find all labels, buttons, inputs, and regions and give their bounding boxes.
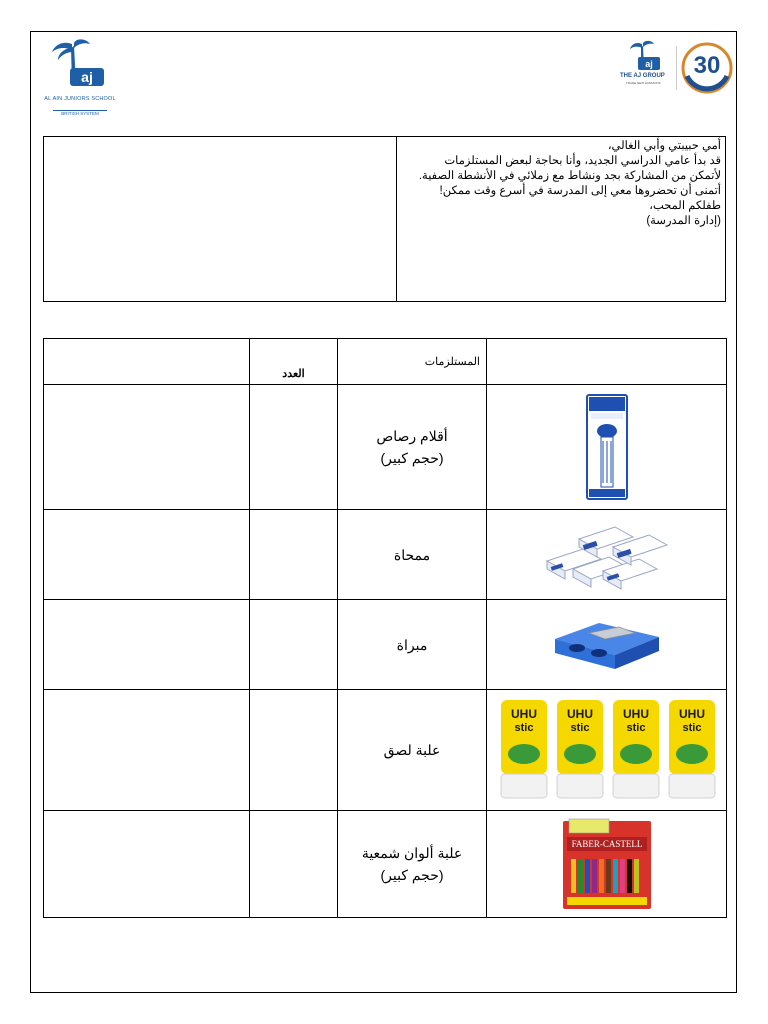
svg-text:UHU: UHU xyxy=(510,707,537,721)
crayon-box-icon xyxy=(561,817,653,911)
svg-text:FABER-CASTELL: FABER-CASTELL xyxy=(571,839,642,849)
item-image-cell xyxy=(487,510,727,600)
supplies-table xyxy=(43,338,727,918)
school-name: AL AIN JUNIORS SCHOOL xyxy=(44,96,116,102)
glue-stick-icon xyxy=(497,696,717,804)
count-header: العدد xyxy=(250,339,338,385)
count-cell xyxy=(250,510,338,600)
count-cell xyxy=(250,600,338,690)
item-name-cell xyxy=(338,510,487,600)
table-row xyxy=(44,690,727,811)
item-name-cell xyxy=(338,600,487,690)
letter-line: أمي حبيبتي وأبي الغالي، xyxy=(607,140,721,152)
item-image-cell xyxy=(487,600,727,690)
items-header: المستلزمات xyxy=(338,339,487,385)
item-name: مبراة xyxy=(396,636,428,653)
group-tagline: TRADE NEW HORIZONS xyxy=(626,81,661,85)
notes-header xyxy=(44,339,250,385)
svg-text:stic: stic xyxy=(570,722,589,734)
count-cell xyxy=(250,811,338,918)
svg-text:stic: stic xyxy=(514,722,533,734)
item-name: علبة لصق xyxy=(383,742,441,758)
aj-group-emblem-icon xyxy=(624,40,674,74)
table-header-row xyxy=(44,339,727,385)
svg-text:aj: aj xyxy=(645,59,653,69)
item-size: (حجم كبير) xyxy=(380,450,444,466)
letter-line: قد بدأ عامي الدراسي الجديد، وأنا بحاجة لبعض المستلزمات xyxy=(444,155,721,167)
item-image-cell xyxy=(487,811,727,918)
item-name: علبة ألوان شمعية xyxy=(361,845,463,861)
notes-cell xyxy=(44,600,250,690)
item-image-cell xyxy=(487,385,727,510)
table-row xyxy=(44,600,727,690)
letter-blank-area xyxy=(44,137,397,301)
letter-line: لأتمكن من المشاركة بجد ونشاط مع زملائي في الأنشطة الصفية. xyxy=(418,170,721,182)
svg-text:stic: stic xyxy=(682,722,701,734)
svg-text:UHU: UHU xyxy=(566,707,593,721)
eraser-icon xyxy=(543,519,671,591)
image-header xyxy=(487,339,727,385)
item-name-cell xyxy=(338,811,487,918)
notes-cell xyxy=(44,510,250,600)
table-row xyxy=(44,811,727,918)
svg-text:UHU: UHU xyxy=(622,707,649,721)
item-name-cell xyxy=(338,385,487,510)
sharpener-icon xyxy=(549,617,665,673)
notes-cell xyxy=(44,690,250,811)
notes-cell xyxy=(44,811,250,918)
table-row xyxy=(44,510,727,600)
item-name-cell xyxy=(338,690,487,811)
notes-cell xyxy=(44,385,250,510)
letter-line: (إدارة المدرسة) xyxy=(646,215,721,227)
palm-tree-logo-icon xyxy=(50,38,110,90)
logo-divider xyxy=(676,46,677,90)
letter-line: أتمنى أن تحضروها معي إلى المدرسة في أسرع وقت ممكن! xyxy=(439,185,721,197)
group-logo xyxy=(618,40,734,96)
item-name: ممحاة xyxy=(393,546,431,563)
svg-text:UHU: UHU xyxy=(678,707,705,721)
letter-line: طفلكم المحب، xyxy=(649,200,721,212)
letter-box xyxy=(43,136,726,302)
item-name: أقلام رصاص xyxy=(376,428,448,444)
table-row xyxy=(44,385,727,510)
svg-text:stic: stic xyxy=(626,722,645,734)
pencil-box-icon xyxy=(585,393,629,501)
school-logo xyxy=(40,38,120,114)
item-image-cell xyxy=(487,690,727,811)
letter-text xyxy=(397,137,725,301)
count-cell xyxy=(250,690,338,811)
group-name: THE AJ GROUP xyxy=(620,73,665,79)
school-system: BRITISH SYSTEM xyxy=(53,110,107,116)
item-size: (حجم كبير) xyxy=(380,867,444,883)
count-cell xyxy=(250,385,338,510)
svg-text:aj: aj xyxy=(81,69,93,85)
anniversary-number: 30 xyxy=(693,52,721,79)
